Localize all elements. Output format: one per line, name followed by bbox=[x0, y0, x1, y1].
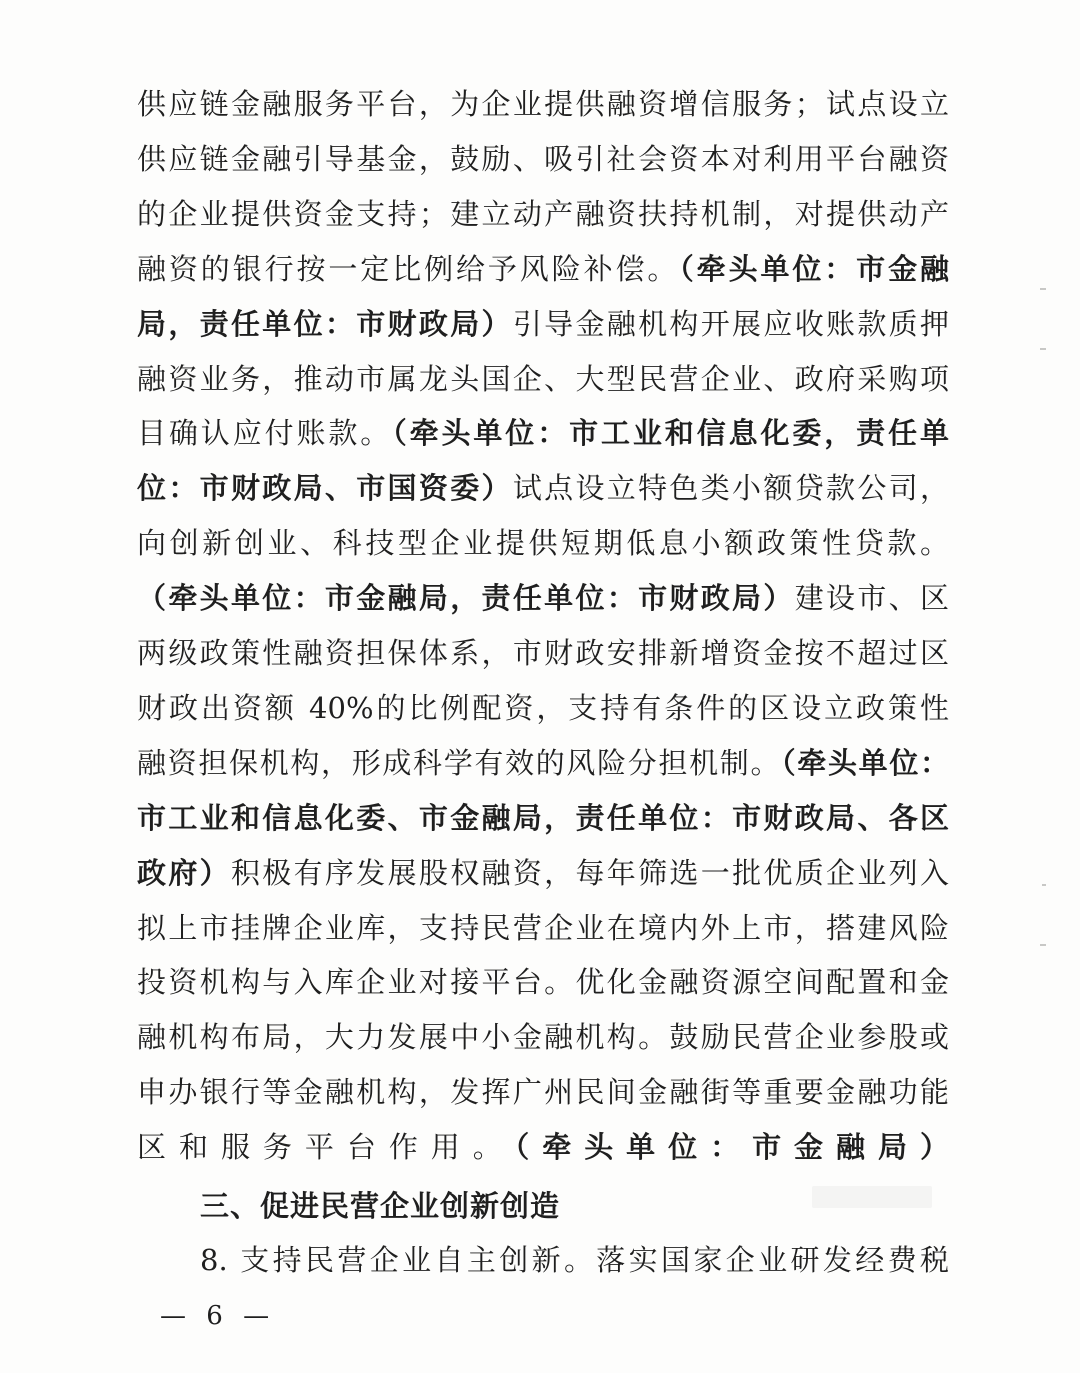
scan-shadow bbox=[812, 1186, 932, 1208]
scan-speck bbox=[1040, 288, 1046, 290]
text-segment: 建设市、区 bbox=[794, 581, 949, 616]
text-segment: 引导金融机构开展应收账款质押 bbox=[512, 306, 949, 341]
section-heading: 三、促进民营企业创新创造 bbox=[200, 1189, 561, 1223]
page-number: — 6 — bbox=[160, 1301, 276, 1331]
text-segment: 财政出资额 40%的比例配资，支持有条件的区设立政策性 bbox=[137, 690, 949, 725]
text-segment: 的企业提供资金支持；建立动产融资扶持机制，对提供动产 bbox=[137, 196, 949, 231]
body-line bbox=[137, 139, 949, 179]
text-segment: 拟上市挂牌企业库，支持民营企业在境内外上市，搭建风险 bbox=[137, 910, 949, 945]
text-segment: 积极有序发展股权融资，每年筛选一批优质企业列入 bbox=[230, 855, 949, 890]
body-line bbox=[137, 359, 949, 399]
body-line bbox=[137, 249, 949, 289]
body-line bbox=[137, 304, 949, 344]
body-line bbox=[137, 84, 949, 124]
text-segment: 融资业务，推动市属龙头国企、大型民营企业、政府采购项 bbox=[137, 361, 949, 396]
bold-segment: （牵头单位：市金融 bbox=[679, 251, 949, 286]
bold-segment: 政府） bbox=[137, 855, 231, 890]
bold-segment: 局，责任单位：市财政局） bbox=[137, 306, 513, 341]
text-segment: 投资机构与入库企业对接平台。优化金融资源空间配置和金 bbox=[137, 965, 949, 1000]
body-line bbox=[137, 688, 949, 728]
text-segment: 向创新创业、科技型企业提供短期低息小额政策性贷款。 bbox=[137, 526, 949, 561]
section-first-line: 8. 支持民营企业自主创新。落实国家企业研发经费税 bbox=[200, 1243, 949, 1277]
text-segment: 区和服务平台作用。 bbox=[137, 1130, 515, 1165]
body-line bbox=[137, 853, 949, 893]
text-segment: 供应链金融引导基金，鼓励、吸引社会资本对利用平台融资 bbox=[137, 141, 949, 176]
bold-segment: （牵头单位：市金融局，责任单位：市财政局） bbox=[137, 581, 795, 616]
bold-segment: 市工业和信息化委、市金融局，责任单位：市财政局、各区 bbox=[137, 800, 949, 835]
text-segment: 申办银行等金融机构，发挥广州民间金融街等重要金融功能 bbox=[137, 1075, 949, 1110]
body-line bbox=[137, 1127, 949, 1167]
text-segment: 试点设立特色类小额贷款公司， bbox=[512, 471, 949, 506]
bold-segment: 位：市财政局、市国资委） bbox=[137, 471, 513, 506]
body-line bbox=[137, 962, 949, 1002]
text-segment: 目确认应付账款。 bbox=[137, 416, 393, 451]
bold-segment: （牵头单位：市金融局） bbox=[514, 1130, 949, 1165]
bold-segment: （牵头单位： bbox=[781, 745, 949, 780]
text-segment: 融资担保机构，形成科学有效的风险分担机制。 bbox=[137, 745, 782, 780]
text-segment: 融资的银行按一定比例给予风险补偿。 bbox=[137, 251, 680, 286]
body-line bbox=[137, 1072, 949, 1112]
scan-speck bbox=[1040, 944, 1046, 946]
body-line bbox=[137, 194, 949, 234]
body-line bbox=[137, 908, 949, 948]
text-segment: 融机构布局，大力发展中小金融机构。鼓励民营企业参股或 bbox=[137, 1020, 949, 1055]
bold-segment: （牵头单位：市工业和信息化委，责任单 bbox=[392, 416, 949, 451]
text-segment: 两级政策性融资担保体系，市财政安排新增资金按不超过区 bbox=[137, 636, 949, 670]
body-line bbox=[137, 523, 949, 563]
body-line bbox=[137, 1017, 949, 1057]
body-line bbox=[137, 633, 949, 673]
text-segment: 供应链金融服务平台，为企业提供融资增信服务；试点设立 bbox=[137, 87, 949, 121]
body-line bbox=[137, 743, 949, 783]
body-line bbox=[137, 578, 949, 618]
scan-speck bbox=[1042, 884, 1046, 886]
body-line bbox=[137, 468, 949, 508]
scan-speck bbox=[1040, 348, 1046, 350]
body-line bbox=[137, 798, 949, 838]
body-line bbox=[137, 413, 949, 453]
